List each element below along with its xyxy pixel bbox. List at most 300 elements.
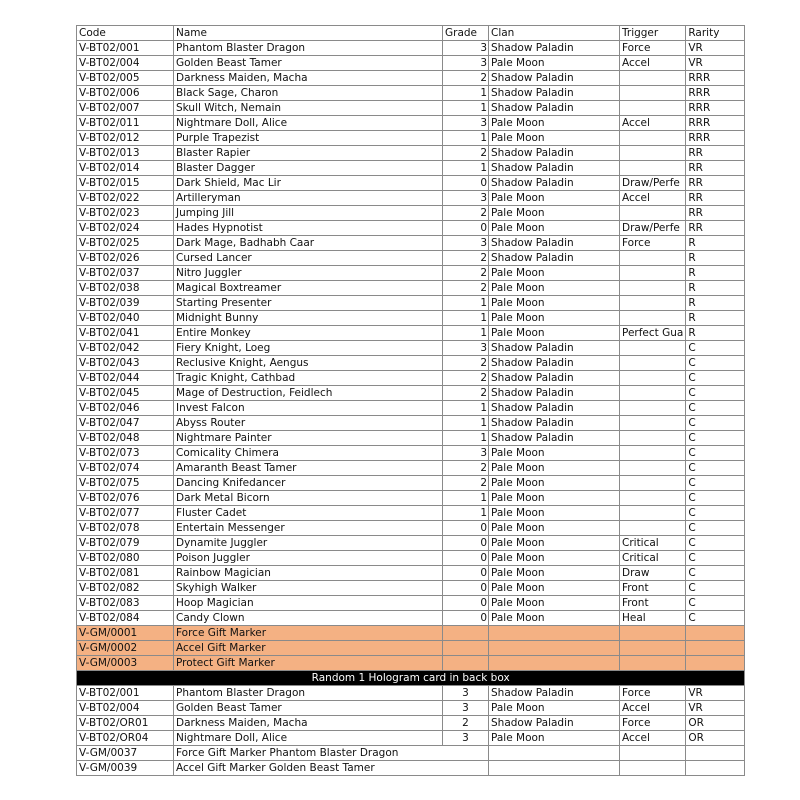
- cell-rarity: RRR: [686, 86, 745, 101]
- cell-trigger: [620, 506, 686, 521]
- cell-grade: 1: [443, 416, 489, 431]
- cell-code: V-BT02/012: [77, 131, 174, 146]
- table-row: [77, 296, 745, 311]
- cell-code: V-BT02/011: [77, 116, 174, 131]
- cell-code: V-BT02/078: [77, 521, 174, 536]
- cell-clan: Pale Moon: [489, 566, 620, 581]
- cell-trigger: Force: [620, 41, 686, 56]
- cell-name: Golden Beast Tamer: [174, 701, 443, 716]
- table-row: [77, 266, 745, 281]
- cell-code: V-BT02/006: [77, 86, 174, 101]
- cell-rarity: R: [686, 311, 745, 326]
- cell-name: Poison Juggler: [174, 551, 443, 566]
- cell-name: Blaster Dagger: [174, 161, 443, 176]
- table-row: [77, 461, 745, 476]
- cell-code: V-BT02/076: [77, 491, 174, 506]
- table-row: [77, 491, 745, 506]
- cell-trigger: [620, 626, 686, 641]
- cell-trigger: Force: [620, 716, 686, 731]
- cell-grade: 1: [443, 431, 489, 446]
- cell-trigger: [620, 131, 686, 146]
- cell-name: Dark Metal Bicorn: [174, 491, 443, 506]
- cell-name: Darkness Maiden, Macha: [174, 71, 443, 86]
- cell-clan: Pale Moon: [489, 281, 620, 296]
- cell-name: Invest Falcon: [174, 401, 443, 416]
- table-row: [77, 161, 745, 176]
- cell-rarity: C: [686, 356, 745, 371]
- cell-clan: Shadow Paladin: [489, 146, 620, 161]
- cell-grade: 3: [443, 731, 489, 746]
- table-row: [77, 536, 745, 551]
- cell-name: Dancing Knifedancer: [174, 476, 443, 491]
- cell-trigger: Accel: [620, 56, 686, 71]
- cell-name: Phantom Blaster Dragon: [174, 41, 443, 56]
- cell-trigger: Front: [620, 581, 686, 596]
- cell-rarity: C: [686, 566, 745, 581]
- cell-trigger: [620, 266, 686, 281]
- cell-rarity: VR: [686, 41, 745, 56]
- cell-rarity: RR: [686, 221, 745, 236]
- cell-name: Nightmare Painter: [174, 431, 443, 446]
- cell-trigger: [620, 446, 686, 461]
- cell-grade: 0: [443, 551, 489, 566]
- cell-rarity: C: [686, 386, 745, 401]
- cell-code: V-GM/0003: [77, 656, 174, 671]
- cell-rarity: R: [686, 251, 745, 266]
- cell-code: V-BT02/026: [77, 251, 174, 266]
- cell-grade: 2: [443, 356, 489, 371]
- cell-grade: 1: [443, 296, 489, 311]
- header-trigger: Trigger: [620, 26, 686, 41]
- cell-rarity: VR: [686, 701, 745, 716]
- cell-rarity: C: [686, 341, 745, 356]
- cell-clan: Shadow Paladin: [489, 431, 620, 446]
- cell-rarity: C: [686, 611, 745, 626]
- cell-rarity: C: [686, 491, 745, 506]
- cell-code: V-BT02/046: [77, 401, 174, 416]
- cell-clan: Shadow Paladin: [489, 356, 620, 371]
- cell-rarity: VR: [686, 56, 745, 71]
- table-row: [77, 641, 745, 656]
- cell-name: Candy Clown: [174, 611, 443, 626]
- cell-rarity: R: [686, 296, 745, 311]
- cell-name: Fluster Cadet: [174, 506, 443, 521]
- cell-rarity: VR: [686, 686, 745, 701]
- cell-rarity: R: [686, 326, 745, 341]
- cell-name: Black Sage, Charon: [174, 86, 443, 101]
- cell-clan: Pale Moon: [489, 56, 620, 71]
- cell-trigger: Front: [620, 596, 686, 611]
- cell-code: V-BT02/083: [77, 596, 174, 611]
- cell-code: V-BT02/025: [77, 236, 174, 251]
- table-row: [77, 311, 745, 326]
- cell-rarity: [686, 746, 745, 761]
- cell-clan: Pale Moon: [489, 326, 620, 341]
- cell-name: Midnight Bunny: [174, 311, 443, 326]
- table-row: [77, 611, 745, 626]
- cell-rarity: C: [686, 521, 745, 536]
- header-clan: Clan: [489, 26, 620, 41]
- cell-grade: 2: [443, 146, 489, 161]
- cell-code: V-BT02/004: [77, 701, 174, 716]
- cell-code: V-BT02/077: [77, 506, 174, 521]
- banner-row: [77, 671, 745, 686]
- cell-code: V-GM/0001: [77, 626, 174, 641]
- table-row: [77, 221, 745, 236]
- cell-grade: 2: [443, 476, 489, 491]
- cell-grade: 0: [443, 521, 489, 536]
- cell-trigger: [620, 416, 686, 431]
- cell-trigger: Critical: [620, 551, 686, 566]
- cell-grade: 3: [443, 56, 489, 71]
- cell-rarity: [686, 656, 745, 671]
- cell-rarity: RR: [686, 191, 745, 206]
- cell-trigger: [620, 251, 686, 266]
- cell-rarity: R: [686, 266, 745, 281]
- table-row: [77, 446, 745, 461]
- cell-name: Starting Presenter: [174, 296, 443, 311]
- cell-clan: Shadow Paladin: [489, 341, 620, 356]
- cell-grade: 2: [443, 461, 489, 476]
- cell-code: V-BT02/080: [77, 551, 174, 566]
- table-row: [77, 191, 745, 206]
- table-row: [77, 146, 745, 161]
- cell-name: Reclusive Knight, Aengus: [174, 356, 443, 371]
- table-row: [77, 281, 745, 296]
- cell-clan: Shadow Paladin: [489, 416, 620, 431]
- cell-clan: Shadow Paladin: [489, 71, 620, 86]
- cell-trigger: Heal: [620, 611, 686, 626]
- cell-grade: 1: [443, 86, 489, 101]
- cell-code: V-BT02/074: [77, 461, 174, 476]
- cell-code: V-BT02/037: [77, 266, 174, 281]
- header-code: Code: [77, 26, 174, 41]
- cell-code: V-BT02/015: [77, 176, 174, 191]
- cell-rarity: [686, 641, 745, 656]
- cell-rarity: RR: [686, 206, 745, 221]
- cell-code: V-BT02/007: [77, 101, 174, 116]
- header-grade: Grade: [443, 26, 489, 41]
- cell-clan: Pale Moon: [489, 701, 620, 716]
- cell-clan: Pale Moon: [489, 551, 620, 566]
- cell-name: Nightmare Doll, Alice: [174, 116, 443, 131]
- cell-name: Nitro Juggler: [174, 266, 443, 281]
- cell-grade: 0: [443, 596, 489, 611]
- cell-clan: Shadow Paladin: [489, 401, 620, 416]
- cell-trigger: [620, 101, 686, 116]
- card-list-table: [76, 25, 745, 776]
- cell-clan: Pale Moon: [489, 296, 620, 311]
- cell-code: V-BT02/042: [77, 341, 174, 356]
- cell-rarity: C: [686, 446, 745, 461]
- cell-code: V-BT02/047: [77, 416, 174, 431]
- header-name: Name: [174, 26, 443, 41]
- cell-code: V-BT02/082: [77, 581, 174, 596]
- cell-trigger: [620, 461, 686, 476]
- table-row: [77, 401, 745, 416]
- cell-code: V-BT02/079: [77, 536, 174, 551]
- cell-grade: 3: [443, 446, 489, 461]
- cell-trigger: [620, 401, 686, 416]
- cell-clan: Shadow Paladin: [489, 386, 620, 401]
- cell-trigger: [620, 491, 686, 506]
- cell-clan: Shadow Paladin: [489, 86, 620, 101]
- cell-code: V-BT02/001: [77, 686, 174, 701]
- cell-trigger: Accel: [620, 701, 686, 716]
- cell-rarity: [686, 761, 745, 776]
- cell-clan: Shadow Paladin: [489, 716, 620, 731]
- cell-clan: Pale Moon: [489, 731, 620, 746]
- cell-trigger: [620, 146, 686, 161]
- cell-rarity: R: [686, 236, 745, 251]
- cell-clan: Pale Moon: [489, 491, 620, 506]
- table-row: [77, 101, 745, 116]
- cell-name: Skull Witch, Nemain: [174, 101, 443, 116]
- cell-clan: [489, 656, 620, 671]
- cell-name: Comicality Chimera: [174, 446, 443, 461]
- cell-name: Artilleryman: [174, 191, 443, 206]
- cell-clan: Shadow Paladin: [489, 236, 620, 251]
- cell-trigger: Force: [620, 236, 686, 251]
- cell-code: V-BT02/048: [77, 431, 174, 446]
- cell-trigger: [620, 521, 686, 536]
- cell-grade: 3: [443, 341, 489, 356]
- header-row: [77, 26, 745, 41]
- cell-clan: Shadow Paladin: [489, 686, 620, 701]
- cell-rarity: C: [686, 401, 745, 416]
- table-row: [77, 131, 745, 146]
- cell-grade: 3: [443, 236, 489, 251]
- cell-grade: 1: [443, 326, 489, 341]
- cell-trigger: Draw/Perfe: [620, 221, 686, 236]
- table-row: [77, 581, 745, 596]
- cell-trigger: [620, 641, 686, 656]
- cell-trigger: [620, 296, 686, 311]
- cell-clan: Pale Moon: [489, 521, 620, 536]
- cell-grade: 1: [443, 401, 489, 416]
- cell-rarity: C: [686, 506, 745, 521]
- cell-grade: 2: [443, 266, 489, 281]
- cell-grade: 0: [443, 536, 489, 551]
- cell-name: Abyss Router: [174, 416, 443, 431]
- cell-grade: 1: [443, 131, 489, 146]
- cell-name: Protect Gift Marker: [174, 656, 443, 671]
- table-row: [77, 521, 745, 536]
- cell-code: V-BT02/073: [77, 446, 174, 461]
- table-row: [77, 116, 745, 131]
- cell-clan: Pale Moon: [489, 581, 620, 596]
- cell-code: V-BT02/041: [77, 326, 174, 341]
- table-row: [77, 56, 745, 71]
- cell-code: V-BT02/014: [77, 161, 174, 176]
- cell-grade: 2: [443, 371, 489, 386]
- cell-code: V-BT02/044: [77, 371, 174, 386]
- cell-grade: 3: [443, 701, 489, 716]
- cell-trigger: Accel: [620, 116, 686, 131]
- cell-name: Hades Hypnotist: [174, 221, 443, 236]
- cell-clan: [489, 641, 620, 656]
- table-row: [77, 341, 745, 356]
- cell-trigger: [620, 431, 686, 446]
- cell-trigger: [620, 386, 686, 401]
- cell-clan: Pale Moon: [489, 311, 620, 326]
- cell-clan: Pale Moon: [489, 116, 620, 131]
- header-rarity: Rarity: [686, 26, 745, 41]
- cell-name: Purple Trapezist: [174, 131, 443, 146]
- cell-name: Phantom Blaster Dragon: [174, 686, 443, 701]
- cell-rarity: C: [686, 416, 745, 431]
- cell-code: V-BT02/OR01: [77, 716, 174, 731]
- cell-code: V-BT02/004: [77, 56, 174, 71]
- cell-clan: Pale Moon: [489, 266, 620, 281]
- cell-code: V-BT02/023: [77, 206, 174, 221]
- cell-clan: Shadow Paladin: [489, 41, 620, 56]
- cell-rarity: RR: [686, 161, 745, 176]
- cell-grade: [443, 656, 489, 671]
- cell-grade: 1: [443, 491, 489, 506]
- cell-grade: 2: [443, 206, 489, 221]
- cell-rarity: C: [686, 551, 745, 566]
- cell-rarity: RRR: [686, 131, 745, 146]
- table-row: [77, 596, 745, 611]
- cell-rarity: [686, 626, 745, 641]
- cell-code: V-BT02/001: [77, 41, 174, 56]
- cell-grade: 2: [443, 251, 489, 266]
- cell-trigger: [620, 161, 686, 176]
- cell-rarity: RRR: [686, 116, 745, 131]
- cell-rarity: RRR: [686, 71, 745, 86]
- cell-clan: Pale Moon: [489, 596, 620, 611]
- cell-clan: Pale Moon: [489, 476, 620, 491]
- cell-rarity: RR: [686, 146, 745, 161]
- cell-clan: Pale Moon: [489, 131, 620, 146]
- cell-trigger: Force: [620, 686, 686, 701]
- cell-rarity: C: [686, 536, 745, 551]
- table-row: [77, 416, 745, 431]
- cell-name: Entire Monkey: [174, 326, 443, 341]
- cell-code: V-BT02/005: [77, 71, 174, 86]
- cell-code: V-BT02/038: [77, 281, 174, 296]
- cell-trigger: Accel: [620, 731, 686, 746]
- cell-grade: 3: [443, 686, 489, 701]
- table-row: [77, 686, 745, 701]
- cell-code: V-GM/0037: [77, 746, 174, 761]
- cell-trigger: [620, 86, 686, 101]
- cell-trigger: [620, 356, 686, 371]
- cell-rarity: C: [686, 431, 745, 446]
- cell-grade: 3: [443, 116, 489, 131]
- cell-trigger: Accel: [620, 191, 686, 206]
- cell-name: Darkness Maiden, Macha: [174, 716, 443, 731]
- table-row: [77, 476, 745, 491]
- cell-grade: 0: [443, 221, 489, 236]
- cell-grade: 2: [443, 386, 489, 401]
- cell-clan: Shadow Paladin: [489, 251, 620, 266]
- table-row: [77, 326, 745, 341]
- cell-trigger: Perfect Gua: [620, 326, 686, 341]
- cell-grade: 0: [443, 176, 489, 191]
- cell-trigger: [620, 656, 686, 671]
- table-row: [77, 506, 745, 521]
- cell-clan: Pale Moon: [489, 446, 620, 461]
- table-row: [77, 371, 745, 386]
- cell-clan: Shadow Paladin: [489, 161, 620, 176]
- cell-clan: [489, 626, 620, 641]
- cell-name: Nightmare Doll, Alice: [174, 731, 443, 746]
- cell-name: Mage of Destruction, Feidlech: [174, 386, 443, 401]
- cell-trigger: Critical: [620, 536, 686, 551]
- cell-clan: Pale Moon: [489, 221, 620, 236]
- cell-code: V-BT02/022: [77, 191, 174, 206]
- cell-clan: Shadow Paladin: [489, 176, 620, 191]
- cell-clan: Shadow Paladin: [489, 101, 620, 116]
- cell-code: V-BT02/081: [77, 566, 174, 581]
- cell-trigger: [620, 311, 686, 326]
- cell-name: Accel Gift Marker: [174, 641, 443, 656]
- cell-name: Cursed Lancer: [174, 251, 443, 266]
- cell-name: Skyhigh Walker: [174, 581, 443, 596]
- cell-code: V-BT02/024: [77, 221, 174, 236]
- cell-clan: Pale Moon: [489, 206, 620, 221]
- cell-code: V-GM/0002: [77, 641, 174, 656]
- cell-grade: 2: [443, 716, 489, 731]
- table-row: [77, 716, 745, 731]
- table-row: [77, 566, 745, 581]
- cell-rarity: RRR: [686, 101, 745, 116]
- cell-name: Dark Mage, Badhabh Caar: [174, 236, 443, 251]
- cell-name: Force Gift Marker: [174, 626, 443, 641]
- table-row: [77, 431, 745, 446]
- cell-code: V-BT02/013: [77, 146, 174, 161]
- table-row: [77, 761, 745, 776]
- cell-grade: 0: [443, 581, 489, 596]
- table-row: [77, 251, 745, 266]
- banner-text: Random 1 Hologram card in back box: [77, 671, 745, 686]
- cell-grade: [443, 626, 489, 641]
- cell-grade: 0: [443, 566, 489, 581]
- table-row: [77, 236, 745, 251]
- cell-name: Jumping Jill: [174, 206, 443, 221]
- cell-code: V-BT02/075: [77, 476, 174, 491]
- table-row: [77, 71, 745, 86]
- cell-clan: Pale Moon: [489, 461, 620, 476]
- cell-name: Accel Gift Marker Golden Beast Tamer: [174, 761, 489, 776]
- cell-code: V-GM/0039: [77, 761, 174, 776]
- cell-rarity: C: [686, 371, 745, 386]
- cell-rarity: OR: [686, 716, 745, 731]
- cell-name: Fiery Knight, Loeg: [174, 341, 443, 356]
- cell-trigger: Draw: [620, 566, 686, 581]
- table-row: [77, 356, 745, 371]
- table-row: [77, 386, 745, 401]
- cell-name: Entertain Messenger: [174, 521, 443, 536]
- cell-clan: Pale Moon: [489, 506, 620, 521]
- table-row: [77, 206, 745, 221]
- cell-trigger: [620, 71, 686, 86]
- cell-clan: [489, 761, 620, 776]
- table-row: [77, 626, 745, 641]
- cell-grade: 0: [443, 611, 489, 626]
- cell-clan: Pale Moon: [489, 191, 620, 206]
- cell-name: Dynamite Juggler: [174, 536, 443, 551]
- cell-grade: 1: [443, 506, 489, 521]
- cell-rarity: OR: [686, 731, 745, 746]
- table-row: [77, 656, 745, 671]
- table-row: [77, 731, 745, 746]
- cell-rarity: RR: [686, 176, 745, 191]
- cell-clan: Pale Moon: [489, 611, 620, 626]
- cell-name: Rainbow Magician: [174, 566, 443, 581]
